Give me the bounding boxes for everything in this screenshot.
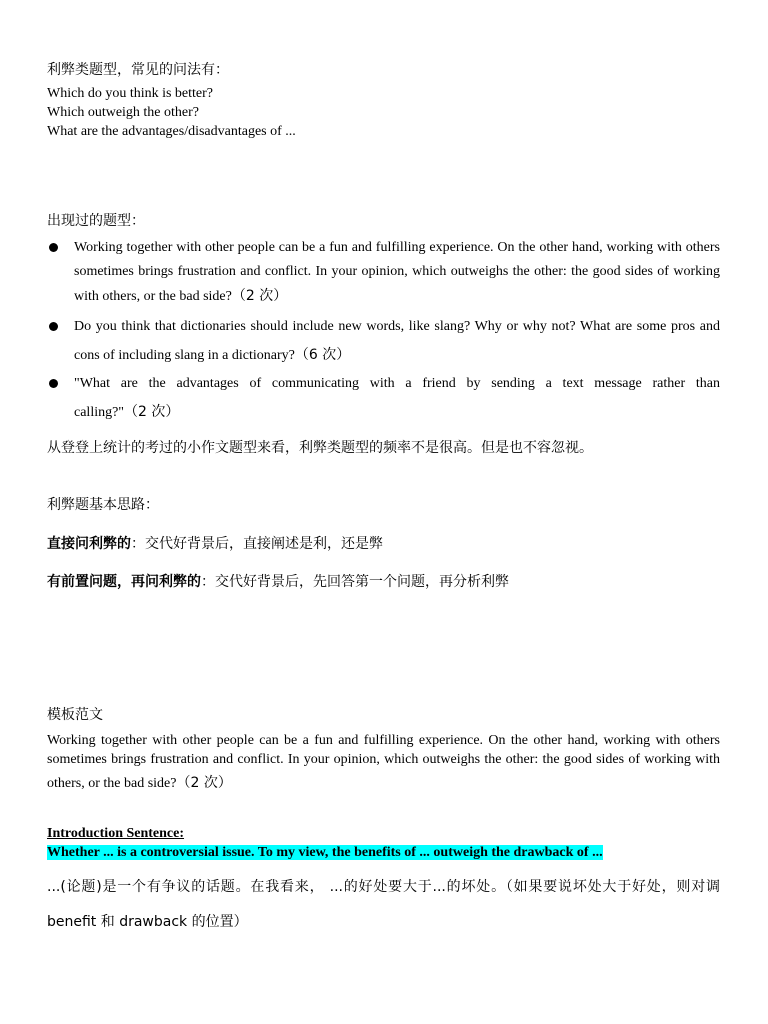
approach-prequestion-text: ：交代好背景后，先回答第一个问题，再分析利弊	[201, 574, 509, 590]
template-prompt	[47, 731, 720, 798]
intro-label: Introduction Sentence:	[47, 826, 185, 841]
frequency-summary: 从登登上统计的考过的小作文题型来看，利弊类题型的频率不是很高。但是也不容忽视。	[47, 440, 593, 456]
intro-translation: ...(论题)是一个有争议的话题。在我看来， ...的好处要大于...的坏处。（如果要说坏处大于好处，则对调 benefit 和 drawback 的位置）	[47, 879, 720, 930]
list-item	[47, 236, 720, 309]
topic-count: （6 次）	[294, 347, 351, 363]
past-topics-list	[47, 236, 720, 427]
approach-prequestion-label: 有前置问题，再问利弊的	[47, 574, 201, 590]
intro-template	[47, 845, 603, 861]
intro-template-text: Whether ... is a controversial issue. To my view, the benefits of ... outweigh the drawback of ...	[47, 845, 603, 860]
topic-text: Do you think that dictionaries should include new words, like slang? Why or why not? What are some pros and cons of including slang in a dictionary?	[74, 319, 720, 363]
list-item	[47, 313, 720, 370]
approach-direct-text: ：交代好背景后，直接阐述是利，还是弊	[131, 536, 383, 552]
list-item	[47, 370, 720, 427]
section-heading-approach: 利弊题基本思路：	[47, 497, 159, 513]
question-form-2: Which outweigh the other?	[47, 105, 200, 120]
question-form-1: Which do you think is better?	[47, 86, 214, 101]
approach-direct	[47, 533, 383, 553]
section-heading-template: 模板范文	[47, 707, 103, 723]
section-heading-past-topics: 出现过的题型：	[47, 213, 145, 229]
template-prompt-count: （2 次）	[176, 775, 232, 791]
approach-prequestion	[47, 571, 509, 591]
template-prompt-text: Working together with other people can be a fun and fulfilling experience. On the other hand, working with others sometimes brings frustration and conflict. In your opinion, which outweighs the other: the good sides of working with others, or the bad side?	[47, 733, 720, 791]
approach-direct-label: 直接问利弊的	[47, 536, 131, 552]
question-form-3: What are the advantages/disadvantages of ...	[47, 124, 296, 139]
topic-count: （2 次）	[124, 404, 180, 420]
topic-count: （2 次）	[231, 288, 288, 304]
topic-text: Working together with other people can be a fun and fulfilling experience. On the other hand, working with others sometimes brings frustration and conflict. In your opinion, which outweighs the other: the good sides of working with others, or the bad side?	[74, 240, 720, 304]
bullet-icon	[49, 379, 58, 388]
section-heading-question-forms: 利弊类题型，常见的问法有：	[47, 62, 229, 78]
bullet-icon	[49, 243, 58, 252]
topic-text: "What are the advantages of communicating with a friend by sending a text message rather than calling?"	[74, 376, 720, 420]
bullet-icon	[49, 322, 58, 331]
